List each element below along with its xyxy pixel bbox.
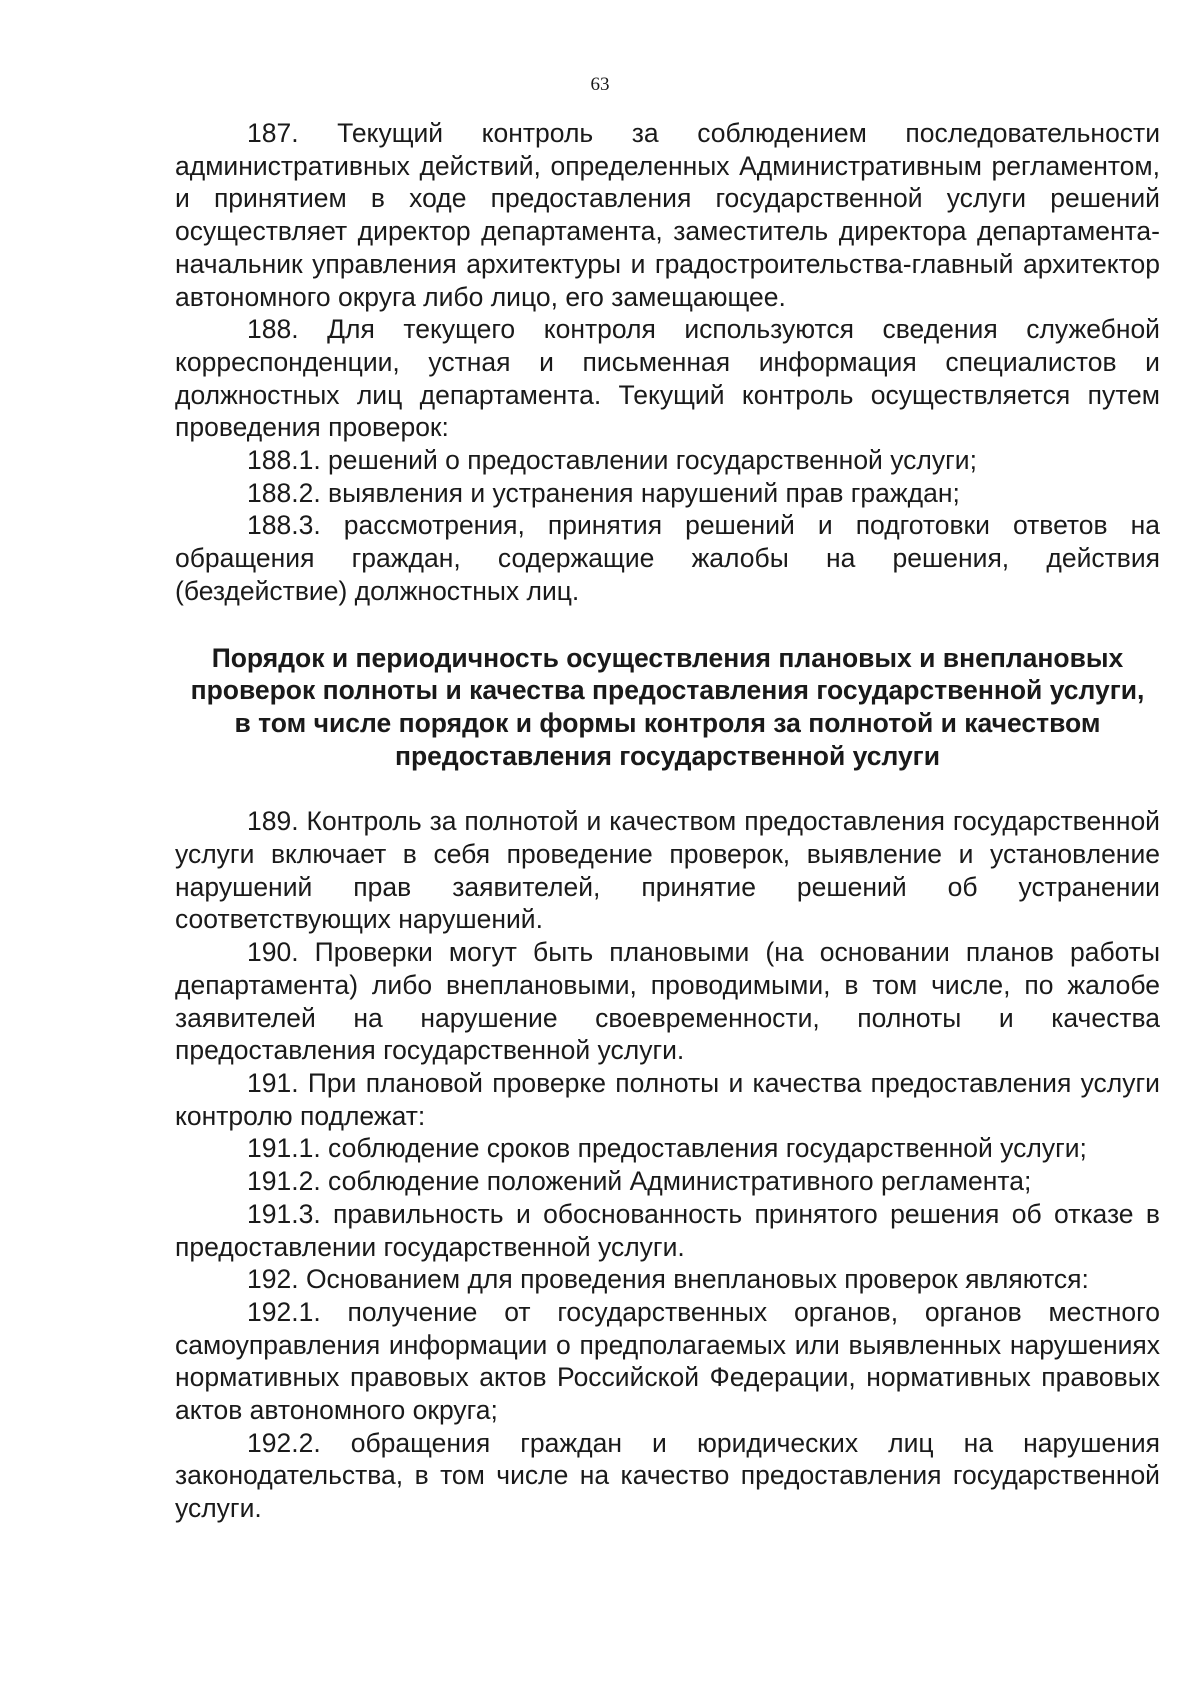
paragraph-187: 187. Текущий контроль за соблюдением последовательности административных действий, определенных Административным регламентом, и принятием в ходе предоставления государственной услуги решений осуществляет директор департамента, заместитель директора департамента-начальник управления архитектуры и градостроительства-главный архитектор автономного округа либо лицо, его замещающее. (175, 118, 1160, 312)
paragraph-191-3: 191.3. правильность и обоснованность принятого решения об отказе в предоставлении государственной услуги. (175, 1198, 1160, 1262)
page-number: 63 (590, 74, 610, 95)
paragraph-190: 190. Проверки могут быть плановыми (на основании планов работы департамента) либо внеплановыми, проводимыми, в том числе, по жалобе заявителей на нарушение своевременности, полноты и качества предоставления государственной услуги. (175, 937, 1160, 1066)
paragraph-192-1: 192.1. получение от государственных органов, органов местного самоуправления информации о предполагаемых или выявленных нарушениях нормативных правовых актов Российской Федерации, нормативных правовых актов автономного округа; (175, 1296, 1160, 1426)
paragraph-188-1: 188.1. решений о предоставлении государственной услуги; (247, 445, 977, 476)
paragraph-192: 192. Основанием для проведения внеплановых проверок являются: (247, 1264, 1089, 1295)
paragraph-191: 191. При плановой проверке полноты и качества предоставления услуги контролю подлежат: (175, 1067, 1160, 1131)
paragraph-188-3: 188.3. рассмотрения, принятия решений и подготовки ответов на обращения граждан, содержащие жалобы на решения, действия (бездействие) должностных лиц. (175, 510, 1160, 606)
paragraph-188: 188. Для текущего контроля используются сведения служебной корреспонденции, устная и письменная информация специалистов и должностных лиц департамента. Текущий контроль осуществляется путем проведения проверок: (175, 314, 1160, 443)
section-heading: Порядок и периодичность осуществления плановых и внеплановых проверок полноты и качества предоставления государственной услуги, в том числе порядок и формы контроля за полнотой и качеством предоставления государственной услуги (190, 642, 1145, 771)
paragraph-192-2: 192.2. обращения граждан и юридических лиц на нарушения законодательства, в том числе на качество предоставления государственной услуги. (175, 1427, 1160, 1524)
paragraph-189: 189. Контроль за полнотой и качеством предоставления государственной услуги включает в себя проведение проверок, выявление и установление нарушений прав заявителей, принятие решений об устранении соответствующих нарушений. (175, 806, 1160, 935)
document-body (175, 117, 1160, 1525)
paragraph-188-2: 188.2. выявления и устранения нарушений прав граждан; (247, 477, 960, 508)
paragraph-191-1: 191.1. соблюдение сроков предоставления государственной услуги; (247, 1133, 1087, 1164)
paragraph-191-2: 191.2. соблюдение положений Административного регламента; (247, 1166, 1032, 1197)
